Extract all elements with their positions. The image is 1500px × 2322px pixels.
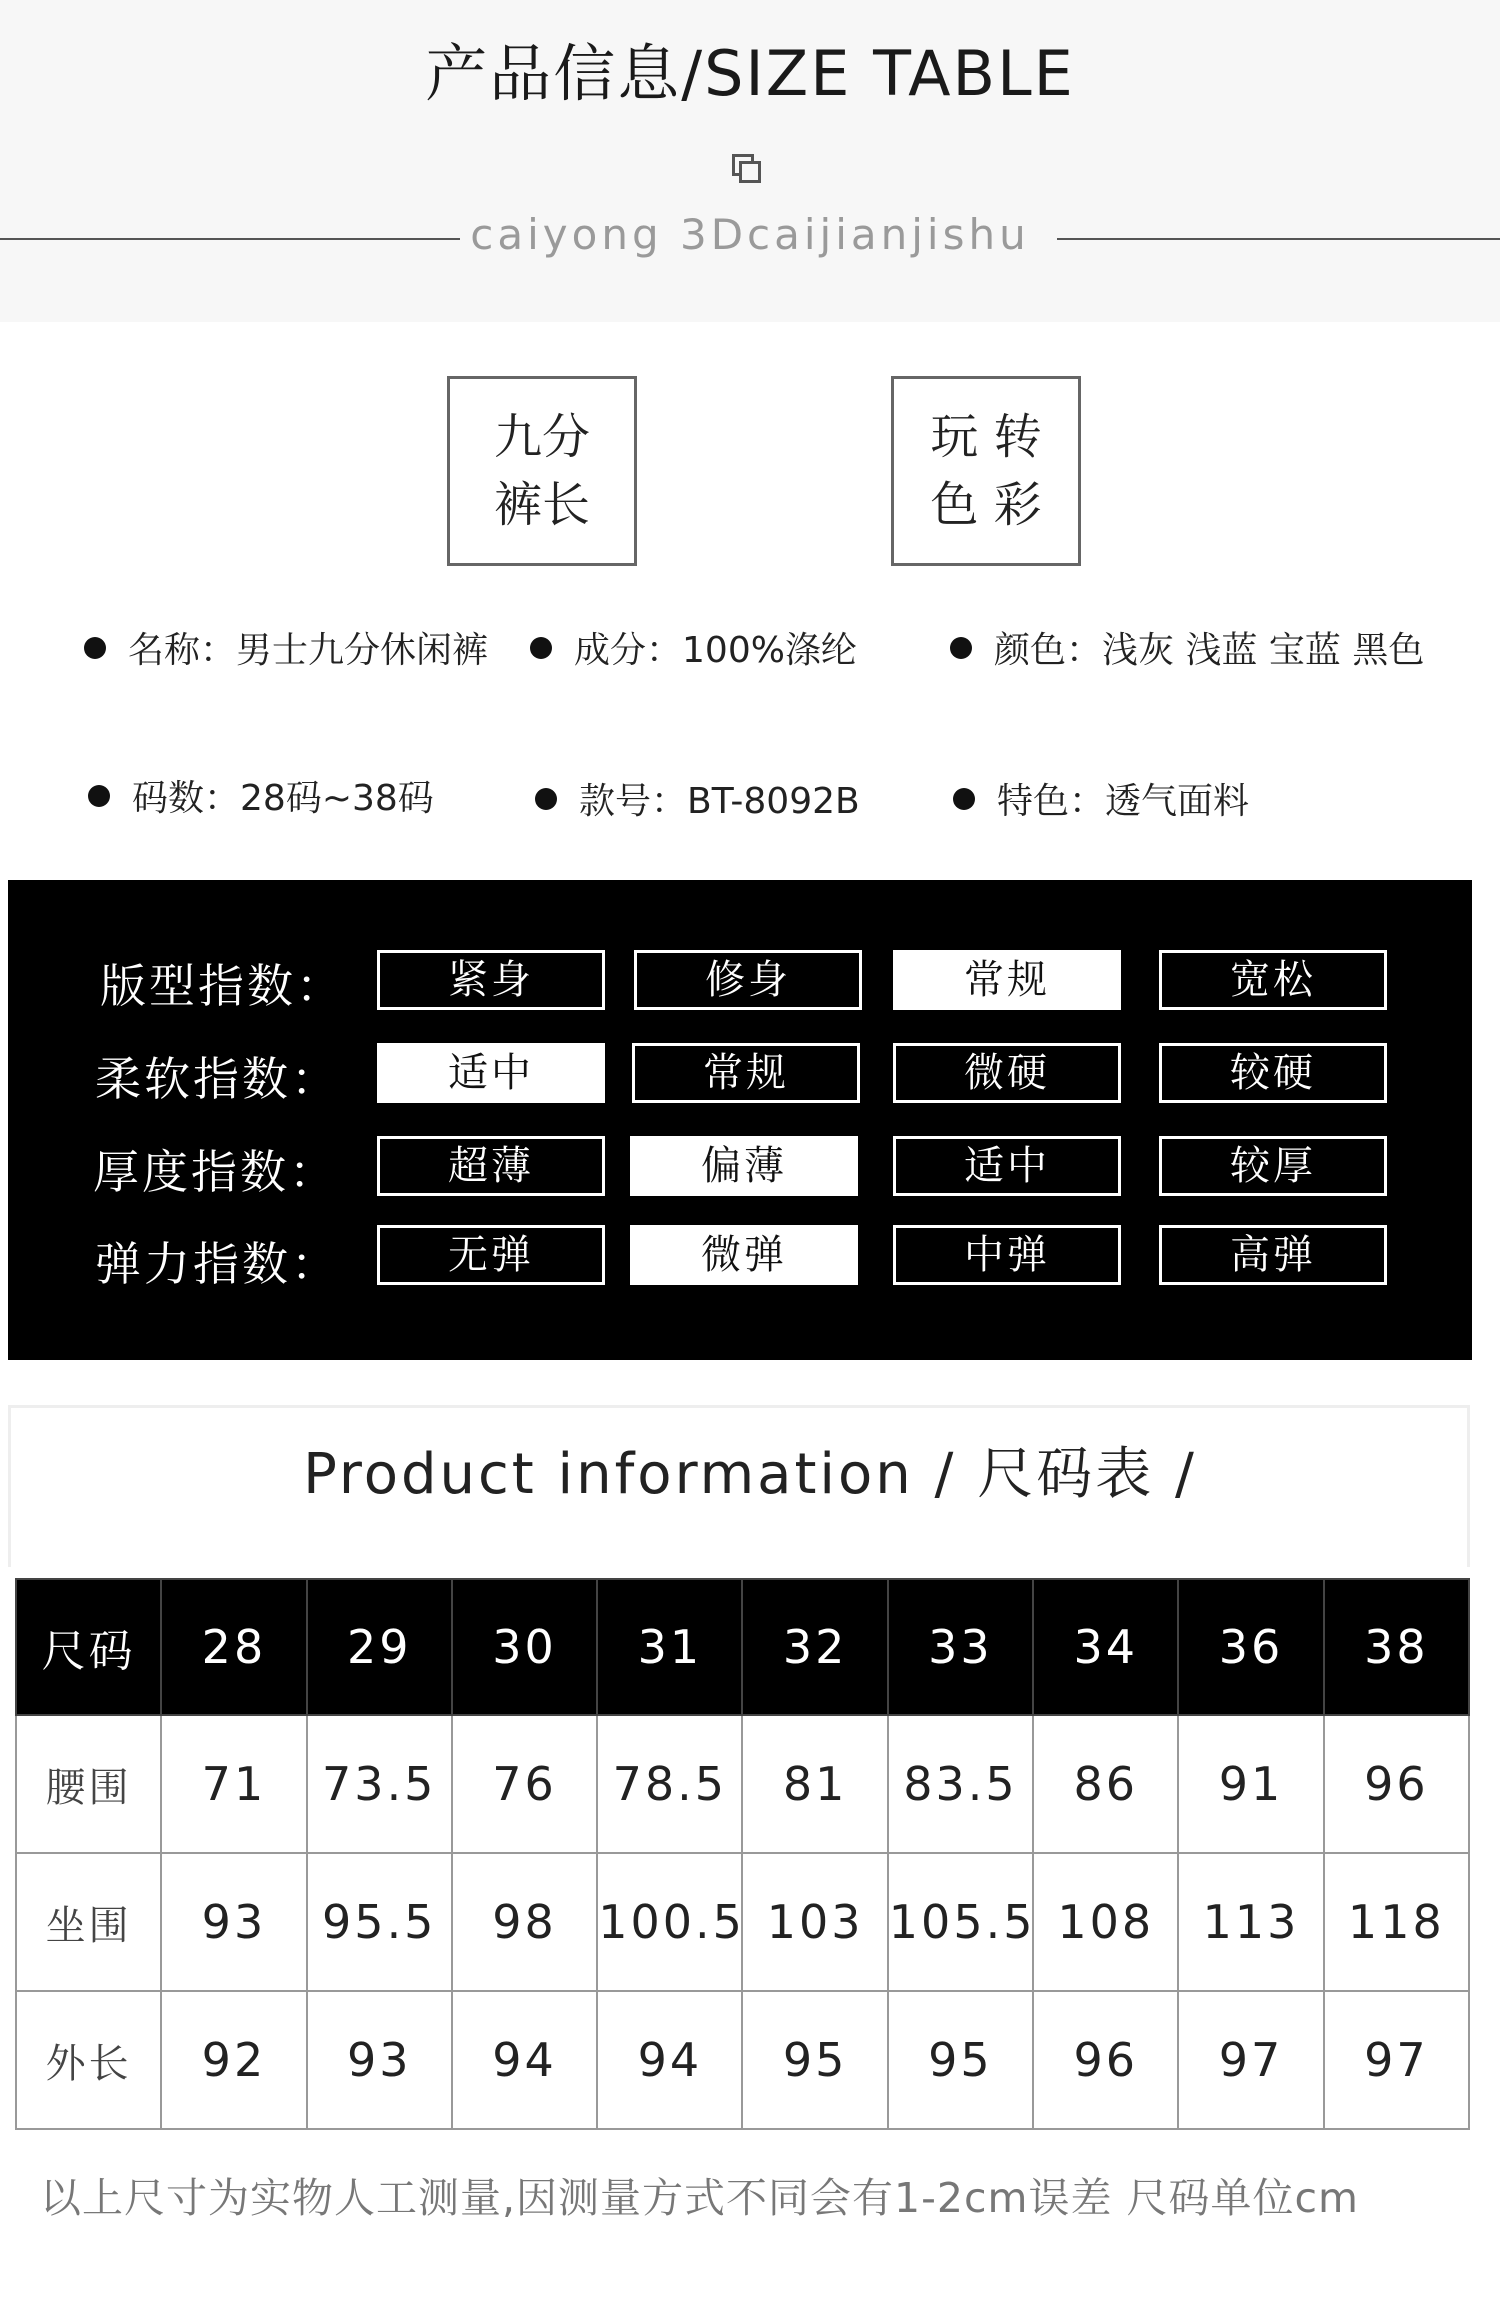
attr-value: BT-8092B	[687, 781, 860, 822]
attr-value: 男士九分休闲裤	[236, 630, 489, 671]
table-cell: 81	[742, 1715, 887, 1853]
row-label: 外长	[16, 1991, 161, 2129]
attr-size-range	[88, 770, 434, 821]
size-header: 29	[307, 1579, 452, 1715]
table-cell: 78.5	[597, 1715, 742, 1853]
tag-box-color	[891, 376, 1081, 566]
table-cell: 103	[742, 1853, 887, 1991]
header-subtitle: caiyong 3Dcaijianjishu	[470, 210, 1030, 259]
fit-option: 修身	[634, 950, 862, 1010]
attr-style-number	[535, 773, 860, 824]
fit-option-selected: 常规	[893, 950, 1121, 1010]
copy-icon	[728, 150, 766, 188]
size-header: 36	[1178, 1579, 1323, 1715]
attr-label: 成分：	[574, 630, 683, 671]
thickness-option: 适中	[893, 1136, 1121, 1196]
table-cell: 96	[1033, 1991, 1178, 2129]
attr-value: 浅灰 浅蓝 宝蓝 黑色	[1102, 630, 1425, 671]
table-cell: 100.5	[597, 1853, 742, 1991]
table-cell: 92	[161, 1991, 306, 2129]
bullet-icon	[530, 637, 552, 659]
measurement-note: 以上尺寸为实物人工测量,因测量方式不同会有1-2cm误差 尺码单位cm	[40, 2174, 1359, 2222]
softness-option: 微硬	[893, 1043, 1121, 1103]
table-cell: 113	[1178, 1853, 1323, 1991]
tag-box-length	[447, 376, 637, 566]
bullet-icon	[950, 637, 972, 659]
tag-line: 九分	[493, 409, 590, 465]
table-cell: 93	[307, 1991, 452, 2129]
table-cell: 73.5	[307, 1715, 452, 1853]
row-label: 坐围	[16, 1853, 161, 1991]
table-cell: 95	[742, 1991, 887, 2129]
table-cell: 95.5	[307, 1853, 452, 1991]
attr-label: 颜色：	[994, 630, 1103, 671]
thickness-option-selected: 偏薄	[630, 1136, 858, 1196]
table-cell: 95	[888, 1991, 1033, 2129]
tag-line: 玩 转	[930, 409, 1042, 465]
index-label-softness: 柔软指数：	[95, 1052, 340, 1106]
size-table	[15, 1578, 1470, 2130]
fit-option: 宽松	[1159, 950, 1387, 1010]
table-cell: 71	[161, 1715, 306, 1853]
bullet-icon	[535, 788, 557, 810]
softness-option: 较硬	[1159, 1043, 1387, 1103]
product-info-title: Product information / 尺码表 /	[303, 1442, 1197, 1507]
size-header: 28	[161, 1579, 306, 1715]
attr-value: 透气面料	[1105, 781, 1250, 822]
bullet-icon	[88, 785, 110, 807]
table-cell: 93	[161, 1853, 306, 1991]
attr-label: 款号：	[579, 781, 688, 822]
table-cell: 98	[452, 1853, 597, 1991]
table-cell: 97	[1324, 1991, 1469, 2129]
size-header: 30	[452, 1579, 597, 1715]
table-cell: 105.5	[888, 1853, 1033, 1991]
thickness-option: 较厚	[1159, 1136, 1387, 1196]
attr-name	[84, 622, 488, 673]
table-cell: 118	[1324, 1853, 1469, 1991]
table-header-row	[16, 1579, 1469, 1715]
attr-label: 特色：	[997, 781, 1106, 822]
elasticity-option: 无弹	[377, 1225, 605, 1285]
table-cell: 76	[452, 1715, 597, 1853]
elasticity-option: 高弹	[1159, 1225, 1387, 1285]
row-label: 腰围	[16, 1715, 161, 1853]
size-header: 32	[742, 1579, 887, 1715]
table-row-waist	[16, 1715, 1469, 1853]
table-cell: 97	[1178, 1991, 1323, 2129]
table-cell: 83.5	[888, 1715, 1033, 1853]
size-header: 31	[597, 1579, 742, 1715]
softness-option: 常规	[632, 1043, 860, 1103]
elasticity-option-selected: 微弹	[630, 1225, 858, 1285]
header-label: 尺码	[16, 1579, 161, 1715]
attr-value: 100%涤纶	[682, 630, 857, 671]
thickness-option: 超薄	[377, 1136, 605, 1196]
fit-option: 紧身	[377, 950, 605, 1010]
attr-material	[530, 622, 857, 673]
table-cell: 91	[1178, 1715, 1323, 1853]
attr-label: 名称：	[128, 630, 237, 671]
table-cell: 94	[597, 1991, 742, 2129]
table-row-hip	[16, 1853, 1469, 1991]
tag-line: 裤长	[493, 477, 590, 533]
index-label-thickness: 厚度指数：	[93, 1145, 338, 1199]
attr-value: 28码~38码	[240, 778, 434, 819]
table-cell: 86	[1033, 1715, 1178, 1853]
attr-color	[950, 622, 1424, 673]
table-cell: 96	[1324, 1715, 1469, 1853]
table-cell: 108	[1033, 1853, 1178, 1991]
size-header: 38	[1324, 1579, 1469, 1715]
size-header: 34	[1033, 1579, 1178, 1715]
page-title: 产品信息/SIZE TABLE	[425, 37, 1075, 110]
softness-option-selected: 适中	[377, 1043, 605, 1103]
attr-feature	[953, 773, 1249, 824]
bullet-icon	[953, 788, 975, 810]
bullet-icon	[84, 637, 106, 659]
elasticity-option: 中弹	[893, 1225, 1121, 1285]
index-label-fit: 版型指数：	[100, 959, 345, 1013]
size-header: 33	[888, 1579, 1033, 1715]
table-row-length	[16, 1991, 1469, 2129]
table-cell: 94	[452, 1991, 597, 2129]
tag-line: 色 彩	[930, 477, 1042, 533]
attr-label: 码数：	[132, 778, 241, 819]
index-label-elasticity: 弹力指数：	[95, 1237, 340, 1291]
